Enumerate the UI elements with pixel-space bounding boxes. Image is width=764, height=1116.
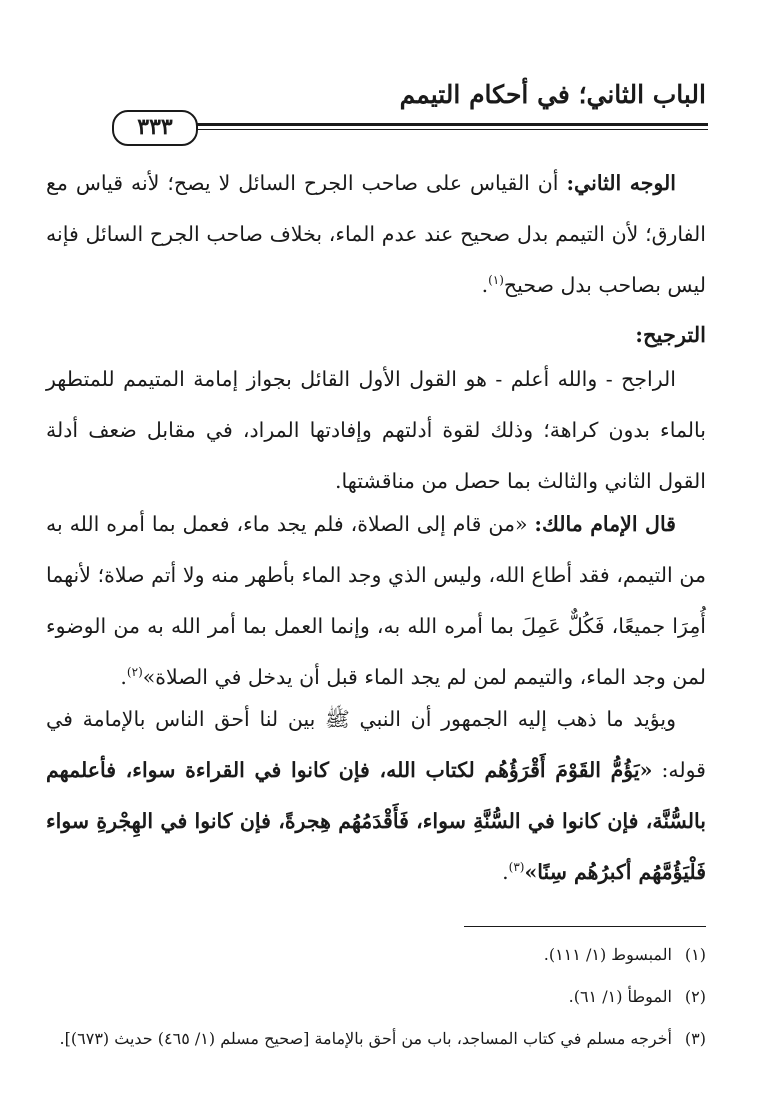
paragraph-imam-malik	[46, 499, 706, 703]
paragraph-intro: ويؤيد ما ذهب إليه الجمهور أن النبي ﷺ بين لنا أحق الناس بالإمامة في قوله:	[46, 707, 706, 782]
footnote-text: الموطأ (١/ ٦١).	[568, 987, 672, 1006]
paragraph: الراجح - والله أعلم - هو القول الأول القائل بجواز إمامة المتيمم للمتطهر بالماء بدون كراهة؛ وذلك لقوة أدلتهم وإفادتها المراد، في مقابل ضعف أدلة القول الثاني والثالث بما حصل من مناقشتها.	[46, 367, 706, 493]
paragraph-second-aspect	[46, 158, 706, 311]
footnote-item	[40, 1028, 706, 1050]
footnote-ref: (٣)	[508, 860, 525, 875]
footnote-ref: (١)	[488, 273, 504, 288]
paragraph-end: .	[502, 860, 509, 884]
paragraph-hadith	[46, 694, 706, 898]
paragraph	[46, 158, 706, 311]
header-rule-thin	[190, 129, 708, 130]
footnote-text: المبسوط (١/ ١١١).	[543, 945, 672, 964]
paragraph-end: .	[481, 273, 489, 297]
paragraph-lead: الوجه الثاني:	[566, 171, 676, 195]
hadith-quote: «يَؤُمُّ القَوْمَ أَقْرَؤُهُم لكتاب الله، فإن كانوا في القراءة سواء، فأعلمهم بالسُّنَّة، فإن كانوا في السُّنَّةِ سواء، فَأَقْدَمُهُم هِجرةً، فإن كانوا في الهِجْرةِ سواء فَلْيَؤُمَّهُم أكبرُهُم سِنًا»	[46, 758, 706, 884]
chapter-title: الباب الثاني؛ في أحكام التيمم	[399, 80, 706, 109]
paragraph-text: «من قام إلى الصلاة، فلم يجد ماء، فعمل بما أمره الله به من التيمم، فقد أطاع الله، وليس الذي وجد الماء بأطهر منه ولا أتم صلاة؛ لأنهما أُمِرَا جميعًا، فَكُلٌّ عَمِلَ بما أمره الله به، وإنما العمل بما أمر الله به من الوضوء لمن وجد الماء، والتيمم لمن لم يجد الماء قبل أن يدخل في الصلاة»	[46, 512, 706, 689]
section-heading: الترجيح:	[635, 322, 706, 347]
paragraph-text: أن القياس على صاحب الجرح السائل لا يصح؛ لأنه قياس مع الفارق؛ لأن التيمم بدل صحيح عند عدم الماء، بخلاف صاحب الجرح السائل فإنه ليس بصاحب بدل صحيح	[46, 171, 706, 297]
footnote-number: (٣)	[684, 1029, 706, 1048]
paragraph	[46, 694, 706, 898]
header-rule	[190, 123, 708, 126]
footnotes	[40, 944, 706, 1070]
paragraph-preference	[46, 354, 706, 507]
paragraph-end: .	[120, 665, 127, 689]
footnote-item	[40, 986, 706, 1008]
footnote-number: (١)	[684, 945, 706, 964]
paragraph	[46, 499, 706, 703]
footnote-ref: (٢)	[126, 665, 143, 680]
paragraph-lead: قال الإمام مالك:	[534, 512, 676, 536]
footnote-number: (٢)	[684, 987, 706, 1006]
footnote-text: أخرجه مسلم في كتاب المساجد، باب من أحق بالإمامة [صحيح مسلم (١/ ٤٦٥) حديث (٦٧٣)].	[59, 1029, 672, 1048]
footnote-divider	[464, 926, 706, 927]
page-number: ٣٣٣	[112, 110, 198, 146]
footnote-item	[40, 944, 706, 966]
tarjih-section	[46, 315, 706, 355]
